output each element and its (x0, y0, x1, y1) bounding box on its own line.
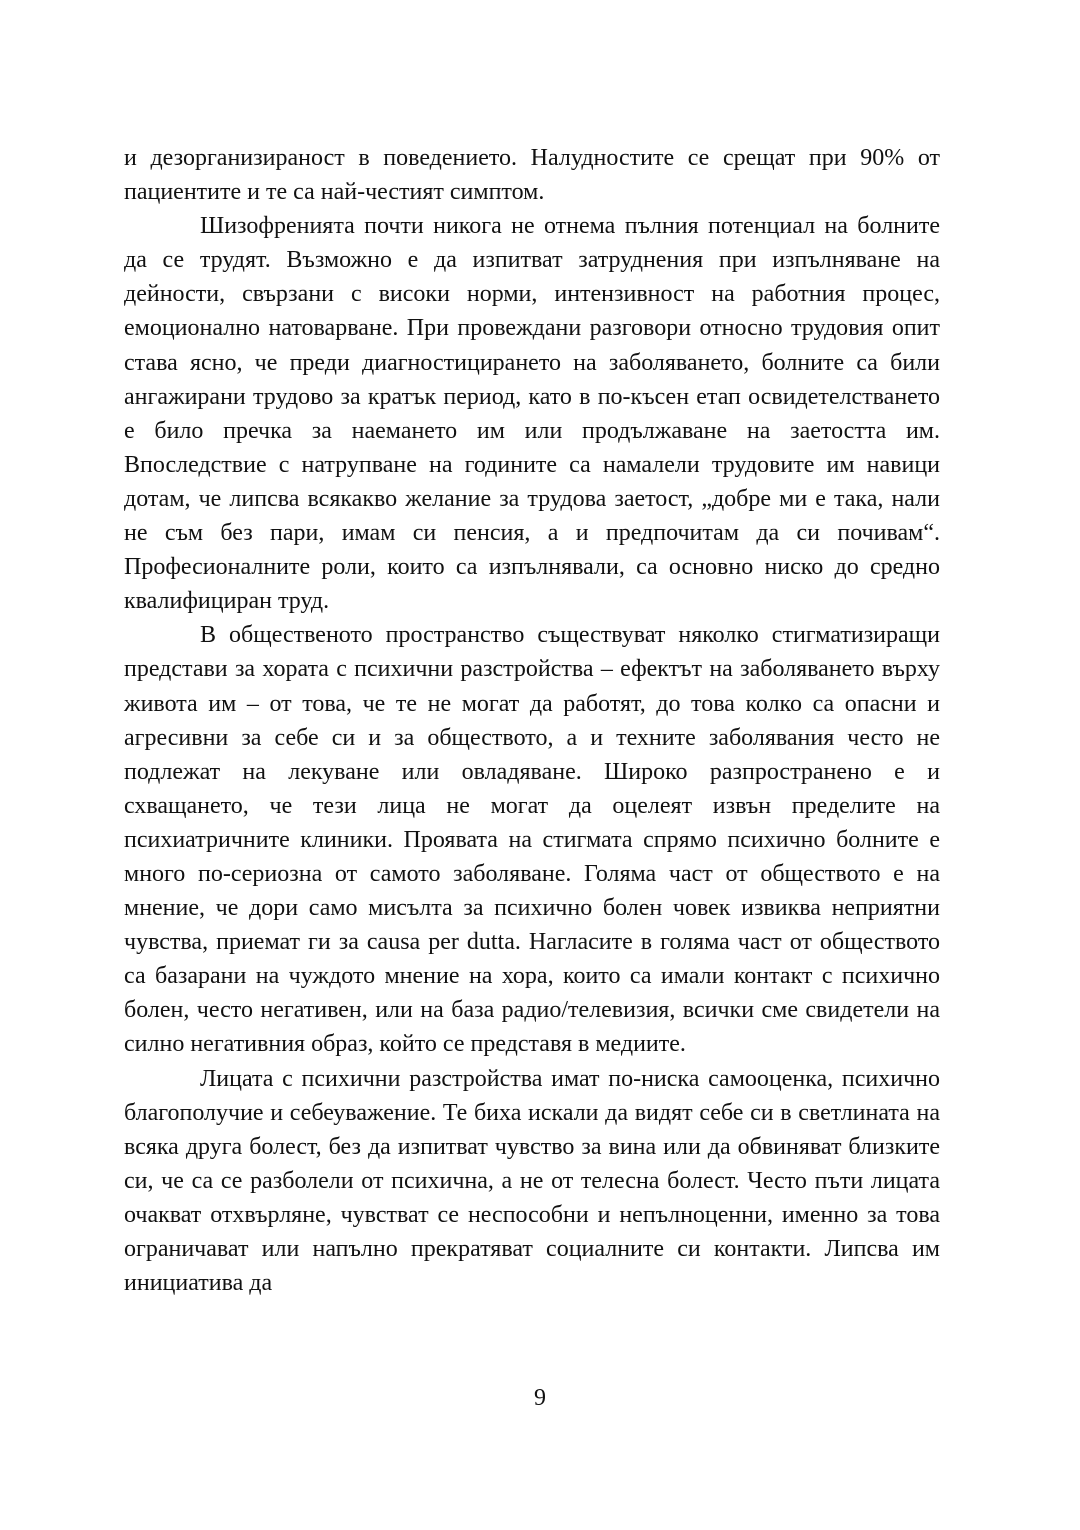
body-text (124, 141, 940, 1300)
paragraph-schizophrenia-work: Шизофренията почти никога не отнема пълния потенциал на болните да се трудят. Възможно е да изпитват затруднения при изпълняване на дейности, свързани с високи норми, интензивност на работния процес, емоционално натоварване. При провеждани разговори относно трудовия опит става ясно, че преди диагностицирането на заболяването, болните са били ангажирани трудово за кратък период, като в по-късен етап освидетелстването е било пречка за наемането им или продължаване на заетостта им. Впоследствие с натрупване на годините са намалели трудовите им навици дотам, че липсва всякакво желание за трудова заетост, „добре ми е така, нали не съм без пари, имам си пенсия, а и предпочитам да си почивам“. Професионалните роли, които са изпълнявали, са основно ниско до средно квалифициран труд. (124, 213, 940, 615)
paragraph-stigma: В общественото пространство съществуват няколко стигматизиращи представи за хората с психични разстройства – ефектът на заболяването върху живота им – от това, че те не могат да работят, до това колко са опасни и агресивни за себе си и за обществото, а и техните заболявания често не подлежат на лекуване или овладяване. Широко разпространено е и схващането, че тези лица не могат да оцелеят извън пределите на психиатричните клиники. Проявата на стигмата спрямо психично болните е много по-сериозна от самото заболяване. Голяма част от обществото е на мнение, че дори само мисълта за психично болен човек извиква неприятни чувства, приемат ги за causa per dutta. Нагласите в голяма част от обществото са базарани на чуждото мнение на хора, които са имали контакт с психично болен, често негативен, или на база радио/телевизия, всички сме свидетели на силно негативния образ, който се представя в медиите. (124, 622, 940, 1058)
paragraph-continuation: и дезорганизираност в поведението. Налудностите се срещат при 90% от пациентите и те са най-честият симптом. (124, 145, 940, 206)
page-number: 9 (534, 1385, 546, 1411)
paragraph-self-esteem: Лицата с психични разстройства имат по-ниска самооценка, психично благополучие и себеуважение. Те биха искали да видят себе си в светлината на всяка друга болест, без да изпитват чувство за вина или да обвиняват близките си, че са се разболели от психична, а не от телесна болест. Често пъти лицата очакват отхвърляне, чувстват се неспособни и непълноценни, именно за това ограничават или напълно прекратяват социалните си контакти. Липсва им инициатива да (124, 1065, 940, 1297)
